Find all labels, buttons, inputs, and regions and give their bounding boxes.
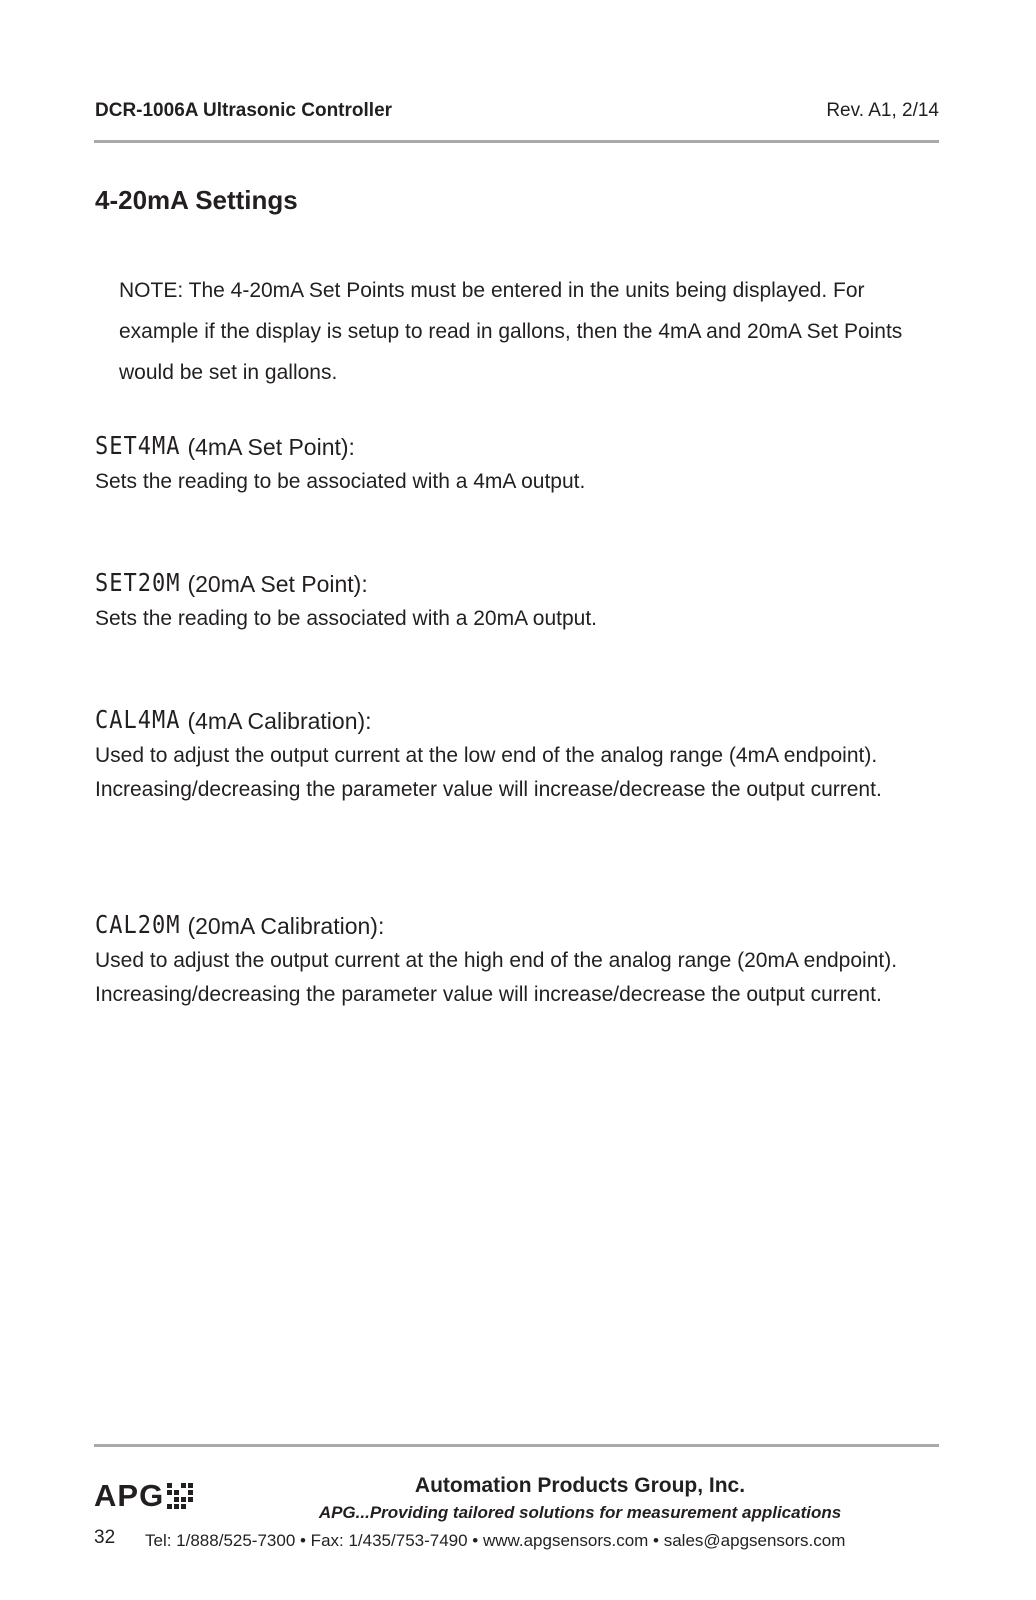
parameter-set20m: [95, 568, 945, 636]
footer-divider: [94, 1444, 939, 1447]
parameter-description: Sets the reading to be associated with a 4mA output.: [95, 470, 586, 493]
header-divider: [94, 140, 939, 143]
parameter-description: Used to adjust the output current at the high end of the analog range (20mA endpoint). Increasing/decreasing the parameter value will increase/decrease the output current.: [95, 949, 898, 1006]
document-title: DCR-1006A Ultrasonic Controller: [95, 100, 393, 121]
parameter-heading: [95, 910, 945, 942]
lcd-code: SET20M: [95, 569, 181, 598]
company-tagline: APG...Providing tailored solutions for measurement applications: [318, 1503, 842, 1522]
parameter-set4ma: [95, 431, 945, 499]
contact-info: Tel: 1/888/525-7300 • Fax: 1/435/753-7490 • www.apgsensors.com • sales@apgsensors.com: [145, 1531, 846, 1550]
note-paragraph: NOTE: The 4-20mA Set Points must be entered in the units being displayed. For example if the display is setup to read in gallons, then the 4mA and 20mA Set Points would be set in gallons.: [119, 279, 903, 384]
section-title: 4-20mA Settings: [95, 185, 298, 215]
parameter-description: Used to adjust the output current at the low end of the analog range (4mA endpoint). Increasing/decreasing the parameter value will increase/decrease the output current.: [95, 744, 882, 801]
parameter-name: (20mA Calibration):: [187, 913, 385, 939]
parameter-cal4ma: [95, 705, 945, 807]
parameter-heading: [95, 705, 945, 737]
lcd-code: CAL20M: [95, 911, 181, 940]
parameter-heading: [95, 568, 945, 600]
revision-label: Rev. A1, 2/14: [826, 100, 939, 121]
lcd-code: CAL4MA: [95, 706, 181, 735]
lcd-code: SET4MA: [95, 432, 181, 461]
parameter-description: Sets the reading to be associated with a 20mA output.: [95, 607, 597, 630]
company-name: Automation Products Group, Inc.: [414, 1474, 746, 1497]
logo-text: APG: [94, 1478, 165, 1513]
parameter-name: (20mA Set Point):: [187, 571, 368, 597]
logo-grid-icon: [167, 1483, 193, 1509]
parameter-name: (4mA Set Point):: [187, 434, 355, 460]
parameter-cal20m: [95, 910, 945, 1012]
parameter-heading: [95, 431, 945, 463]
page-number: 32: [94, 1527, 116, 1548]
apg-logo: [94, 1478, 193, 1514]
parameter-name: (4mA Calibration):: [187, 708, 372, 734]
